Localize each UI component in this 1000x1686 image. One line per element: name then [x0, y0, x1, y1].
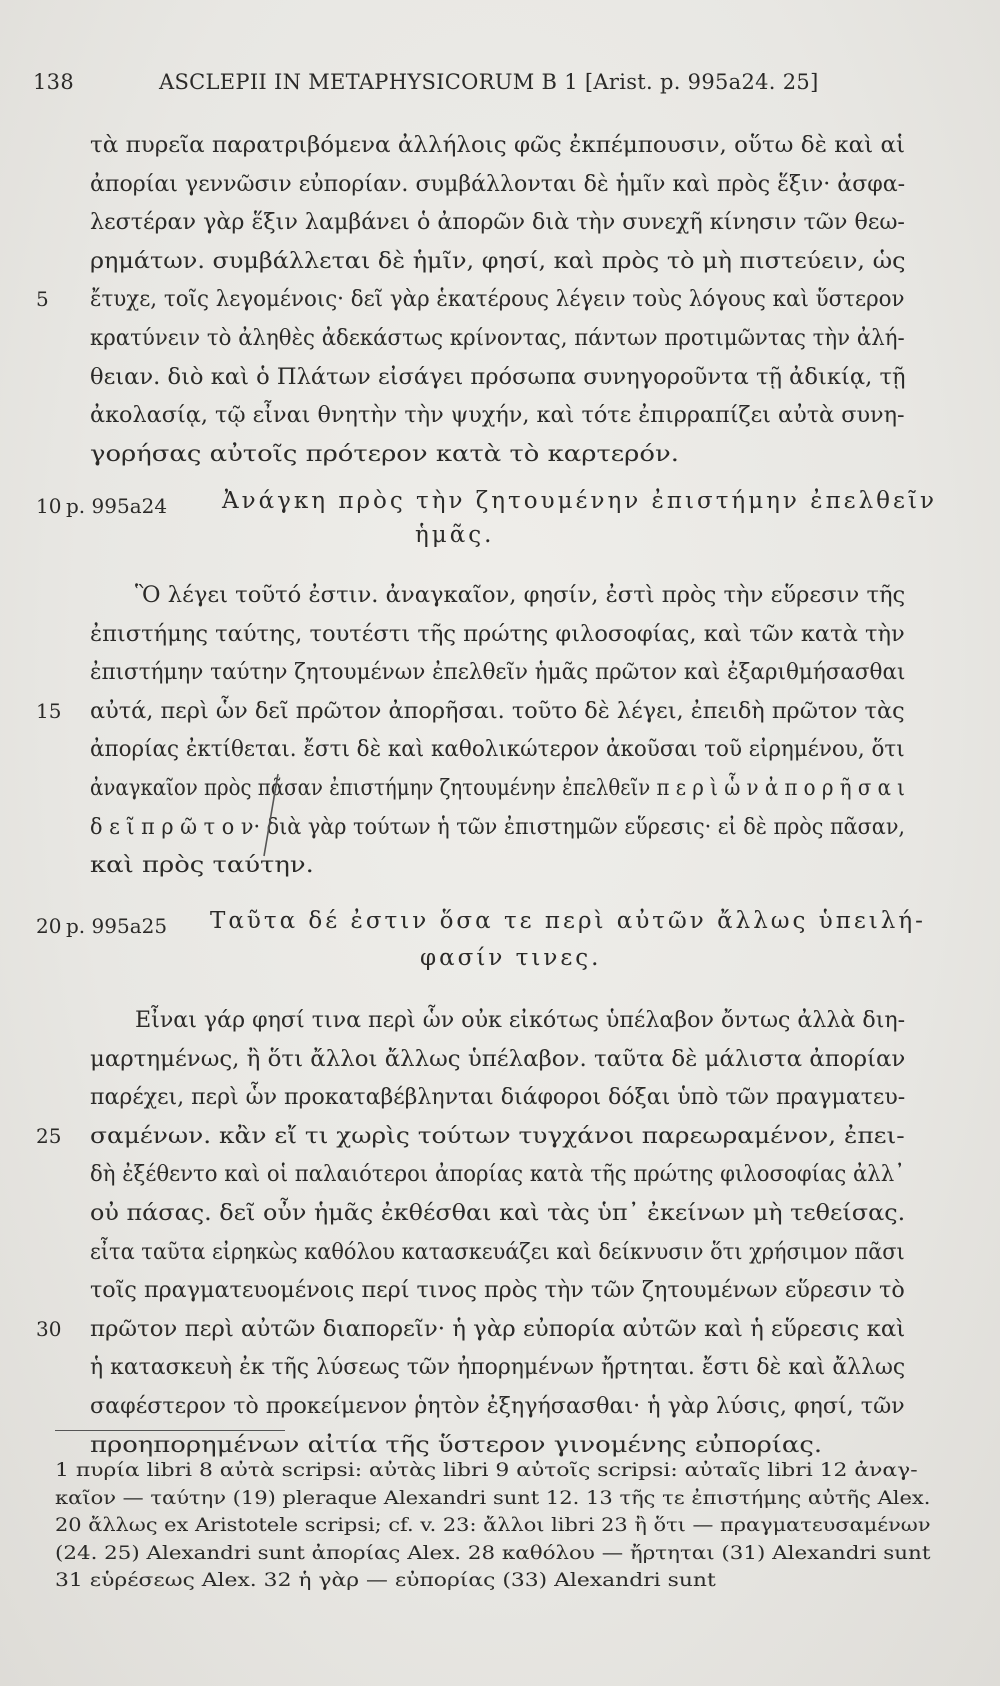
- running-title: ASCLEPII IN METAPHYSICORUM B 1 [Arist. p. 995a24. 25]: [159, 70, 819, 94]
- footnote-line: 1 πυρία libri 8 αὐτὰ scripsi: αὐτὰς libri 9 αὐτοῖς scripsi: αὐταῖς libri 12 ἀναγ-: [55, 1459, 918, 1481]
- text-line: εἶτα ταῦτα εἰρηκὼς καθόλου κατασκευάζει καὶ δείκνυσιν ὅτι χρήσιμον πᾶσι: [90, 1238, 905, 1265]
- footnote-line: 31 εὑρέσεως Alex. 32 ἡ γὰρ — εὐπορίας (33) Alexandri sunt: [55, 1569, 716, 1591]
- text-line: μαρτημένως, ἢ ὅτι ἄλλοι ἄλλως ὑπέλαβον. ταῦτα δὲ μάλιστα ἀπορίαν: [90, 1045, 906, 1072]
- text-line: λεστέραν γὰρ ἕξιν λαμβάνει ὁ ἀπορῶν διὰ τὴν συνεχῆ κίνησιν τῶν θεω-: [90, 209, 905, 236]
- text-line: ἀπορίας ἐκτίθεται. ἔστι δὲ καὶ καθολικώτερον ἀκοῦσαι τοῦ εἰρημένου, ὅτι: [90, 736, 905, 763]
- text-line: τοῖς πραγματευομένοις περί τινος πρὸς τὴν τῶν ζητουμένων εὕρεσιν τὸ: [90, 1277, 905, 1304]
- text-line: σαφέστερον τὸ προκείμενον ῥητὸν ἐξηγήσασθαι· ἡ γὰρ λύσις, φησί, τῶν: [90, 1393, 905, 1419]
- text-line: θειαν. διὸ καὶ ὁ Πλάτων εἰσάγει πρόσωπα συνηγοροῦντα τῇ ἀδικίᾳ, τῇ: [90, 363, 906, 390]
- text-line: προηπορημένων αἰτία τῆς ὕστερον γινομένης εὐπορίας.: [90, 1431, 823, 1458]
- text-line: κρατύνειν τὸ ἀληθὲς ἀδεκάστως κρίνοντας, πάντων προτιμῶντας τὴν ἀλή-: [90, 325, 905, 351]
- text-line: ἐπιστήμην ταύτην ζητουμένων ἐπελθεῖν ἡμᾶς πρῶτον καὶ ἐξαριθμήσασθαι: [90, 659, 906, 686]
- line-number: 20: [36, 914, 62, 938]
- text-line: ἡ κατασκευὴ ἐκ τῆς λύσεως τῶν ἠπορημένων ἤρτηται. ἔστι δὲ καὶ ἄλλως: [90, 1354, 906, 1381]
- text-line: γορήσας αὐτοῖς πρότερον κατὰ τὸ καρτερόν.: [90, 440, 679, 467]
- text-line: ρημάτων. συμβάλλεται δὲ ἡμῖν, φησί, καὶ πρὸς τὸ μὴ πιστεύειν, ὡς: [90, 247, 906, 274]
- footnote-rule: [55, 1430, 285, 1431]
- page-number: 138: [33, 70, 74, 94]
- line-number: 15: [36, 698, 62, 723]
- margin-reference: p. 995a25: [66, 914, 168, 938]
- text-line: οὐ πάσας. δεῖ οὖν ἡμᾶς ἐκθέσθαι καὶ τὰς ὑπ᾽ ἐκείνων μὴ τεθείσας.: [90, 1200, 906, 1226]
- text-line: σαμένων. κἂν εἴ τι χωρὶς τούτων τυγχάνοι παρεωραμένον, ἐπει-: [90, 1122, 905, 1149]
- text-line: δ ε ῖ π ρ ῶ τ ο ν· διὰ γὰρ τούτων ἡ τῶν ἐπιστημῶν εὕρεσις· εἰ δὲ πρὸς πᾶσαν,: [90, 813, 906, 840]
- text-line: αὐτά, περὶ ὧν δεῖ πρῶτον ἀπορῆσαι. τοῦτο δὲ λέγει, ἐπειδὴ πρῶτον τὰς: [90, 697, 905, 724]
- line-number: 10: [36, 494, 62, 518]
- line-number: 5: [36, 287, 49, 312]
- text-line: πρῶτον περὶ αὐτῶν διαπορεῖν· ἡ γὰρ εὐπορία αὐτῶν καὶ ἡ εὕρεσις καὶ: [90, 1315, 906, 1342]
- line-number: 30: [36, 1316, 62, 1341]
- text-line: τὰ πυρεῖα παρατριβόμενα ἀλλήλοις φῶς ἐκπέμπουσιν, οὕτω δὲ καὶ αἱ: [90, 132, 906, 158]
- margin-reference: p. 995a24: [66, 494, 168, 518]
- lemma-text: φασίν τινες.: [420, 945, 602, 971]
- text-line: καὶ πρὸς ταύτην.: [90, 852, 314, 879]
- text-line: δὴ ἐξέθεντο καὶ οἱ παλαιότεροι ἀπορίας κατὰ τῆς πρώτης φιλοσοφίας ἀλλ᾽: [90, 1161, 905, 1188]
- text-line: ἀπορίαι γεννῶσιν εὐπορίαν. συμβάλλονται δὲ ἡμῖν καὶ πρὸς ἕξιν· ἀσφα-: [90, 170, 906, 197]
- text-line: ἀκολασίᾳ, τῷ εἶναι θνητὴν τὴν ψυχήν, καὶ τότε ἐπιρραπίζει αὐτὰ συνη-: [90, 402, 905, 429]
- pencil-mark: [260, 770, 282, 860]
- text-line: παρέχει, περὶ ὧν προκαταβέβληνται διάφοροι δόξαι ὑπὸ τῶν πραγματευ-: [90, 1084, 906, 1111]
- line-number: 25: [36, 1123, 62, 1148]
- text-line: ἐπιστήμης ταύτης, τουτέστι τῆς πρώτης φιλοσοφίας, καὶ τῶν κατὰ τὴν: [90, 620, 905, 647]
- footnote-line: 20 ἄλλως ex Aristotele scripsi; cf. v. 23: ἄλλοι libri 23 ἢ ὅτι — πραγματευσαμένων: [55, 1514, 931, 1536]
- lemma-text: Ἀνάγκη πρὸς τὴν ζητουμένην ἐπιστήμην ἐπελθεῖν: [222, 488, 937, 514]
- text-line: Εἶναι γάρ φησί τινα περὶ ὧν οὐκ εἰκότως ὑπέλαβον ὄντως ἀλλὰ διη-: [135, 1007, 906, 1033]
- text-line: Ὃ λέγει τοῦτό ἐστιν. ἀναγκαῖον, φησίν, ἐστὶ πρὸς τὴν εὕρεσιν τῆς: [135, 582, 906, 608]
- lemma-text: Ταῦτα δέ ἐστιν ὅσα τε περὶ αὐτῶν ἄλλως ὑπειλή-: [210, 908, 926, 934]
- text-line: ἀναγκαῖον πρὸς πᾶσαν ἐπιστήμην ζητουμένην ἐπελθεῖν π ε ρ ὶ ὧ ν ἀ π ο ρ ῆ σ α ι: [90, 775, 905, 801]
- lemma-text: ἡμᾶς.: [415, 522, 495, 548]
- text-line: ἔτυχε, τοῖς λεγομένοις· δεῖ γὰρ ἑκατέρους λέγειν τοὺς λόγους καὶ ὕστερον: [90, 286, 905, 313]
- footnote-line: καῖον — ταύτην (19) pleraque Alexandri sunt 12. 13 τῆς τε ἐπιστήμης αὐτῆς Alex.: [55, 1486, 931, 1509]
- footnote-line: (24. 25) Alexandri sunt ἀπορίας Alex. 28 καθόλου — ἤρτηται (31) Alexandri sunt: [55, 1541, 931, 1564]
